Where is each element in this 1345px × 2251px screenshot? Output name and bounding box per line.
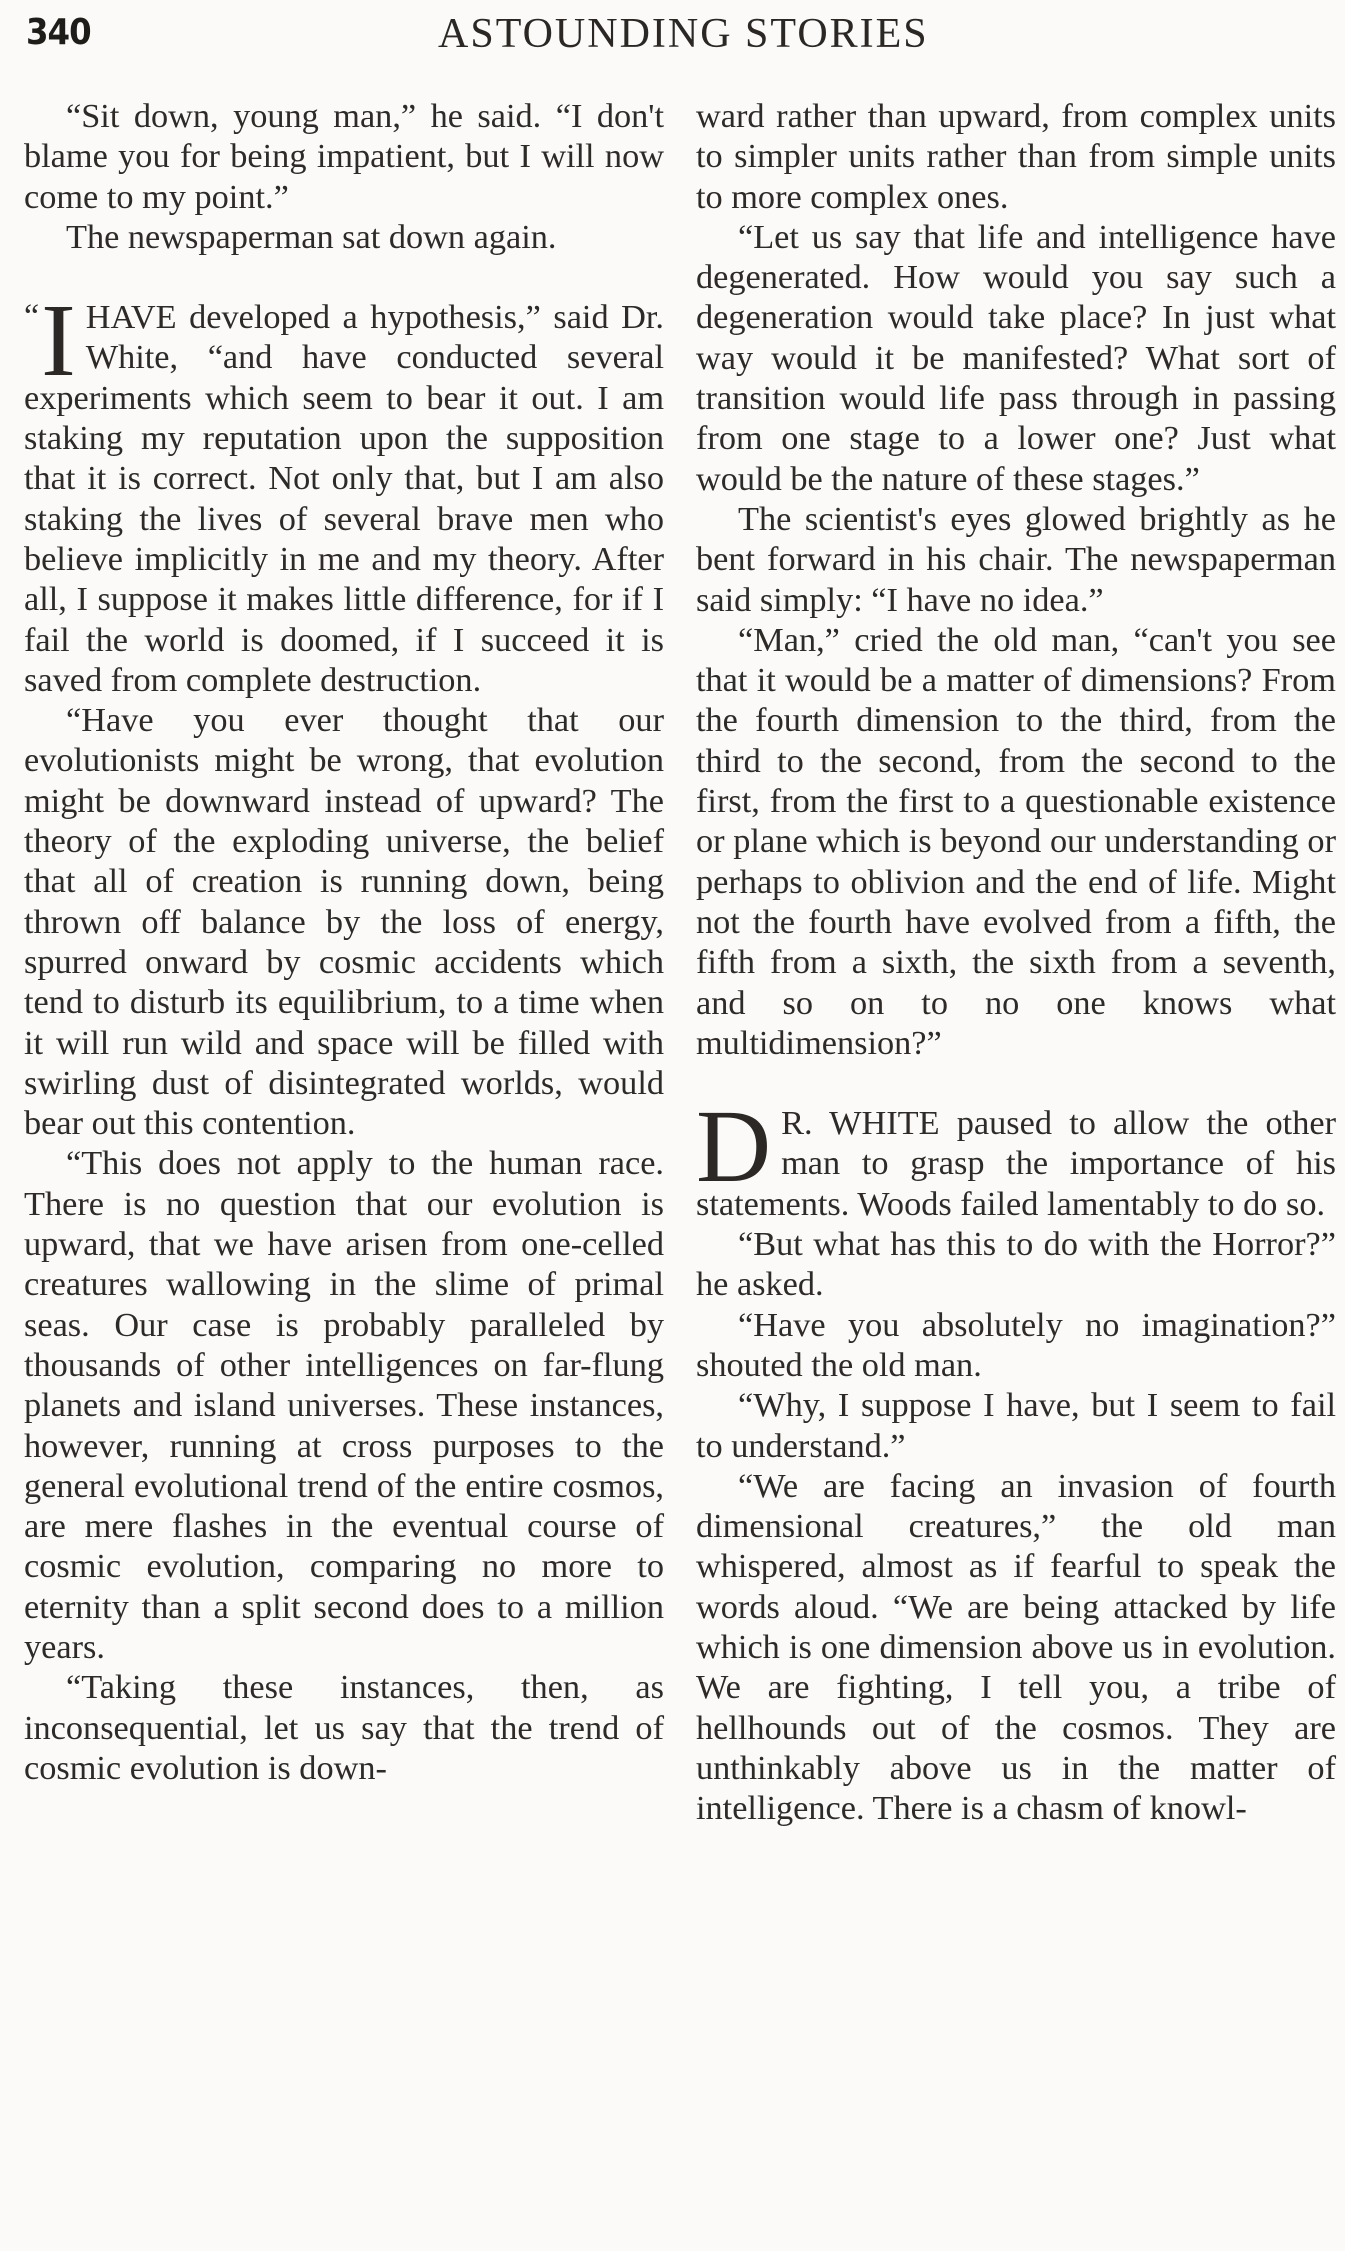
paragraph: “Sit down, young man,” he said. “I don't blame you for being impatient, but I will now come to my point.” <box>24 97 664 216</box>
paragraph: “Man,” cried the old man, “can't you see that it would be a matter of dimensions? From the fourth dimension to the third, from the third to the second, from the second to the first, from the first to a questionable existence or plane which is beyond our understanding or perhaps to oblivion and the end of life. Might not the fourth have evolved from a fifth, the fifth from a sixth, the sixth from a seventh, and so on to no one knows what multidimension?” <box>696 620 1336 1062</box>
paragraph: The scientist's eyes glowed brightly as he bent forward in his chair. The newspaperman said simply: “I have no idea.” <box>696 499 1336 619</box>
paragraph: “Why, I suppose I have, but I seem to fail to understand.” <box>696 1386 1336 1465</box>
opening-quote-mark: “ <box>24 298 40 336</box>
section-text: paused to allow the other man to grasp the importance of his statements. Woods failed lamentably to do so. <box>696 1104 1336 1223</box>
section-lead-in: R. WHITE <box>781 1104 940 1143</box>
paragraph: The newspaperman sat down again. <box>66 217 557 256</box>
paragraph: “Let us say that life and intelligence have degenerated. How would you say such a degeneration would take place? In just what way would it be manifested? What sort of transition would life pass through in passing from one stage to a lower one? Just what would be the nature of these stages.” <box>696 217 1336 498</box>
paragraph: “This does not apply to the human race. There is no question that our evolution is upward, that we have arisen from one-celled creatures wallowing in the slime of primal seas. Our case is probably paralleled by thousands of other intelligences on far-flung planets and island universes. These instances, however, running at cross purposes to the general evolutional trend of the entire cosmos, are mere flashes in the eventual course of cosmic evolution, comparing no more to eternity than a split second does to a million years. <box>24 1144 664 1666</box>
drop-cap: I <box>41 283 76 399</box>
paragraph: “Have you absolutely no imagination?” shouted the old man. <box>696 1305 1336 1384</box>
page-header <box>0 8 1345 68</box>
left-column <box>24 96 664 1788</box>
section-opening-paragraph <box>696 1089 1336 1224</box>
running-title: ASTOUNDING STORIES <box>438 11 929 57</box>
drop-cap: D <box>696 1089 772 1205</box>
section-text: said Dr. White, “and have conducted several experiments which seem to bear it out. I am staking my reputation upon the supposition that it is correct. Not only that, but I am also staking the lives of several brave men who believe implicitly in me and my theory. After all, I suppose it makes little difference, for if I fail the world is doomed, if I succeed it is saved from complete destruction. <box>24 298 664 699</box>
right-column <box>696 96 1336 1828</box>
page-number: 340 <box>26 12 91 53</box>
paragraph: “But what has this to do with the Horror?” he asked. <box>696 1225 1336 1304</box>
section-opening-paragraph <box>24 283 664 700</box>
paragraph: “We are facing an invasion of fourth dimensional creatures,” the old man whispered, almost as if fearful to speak the words aloud. “We are being attacked by life which is one dimension above us in evolution. We are fighting, I tell you, a tribe of hellhounds out of the cosmos. They are unthinkably above us in the matter of intelligence. There is a chasm of knowl- <box>696 1466 1336 1828</box>
section-lead-in: HAVE developed a hypothesis,” <box>85 298 541 337</box>
paragraph: “Have you ever thought that our evolutionists might be wrong, that evolution might be downward instead of upward? The theory of the exploding universe, the belief that all of creation is running down, being thrown off balance by the loss of energy, spurred onward by cosmic accidents which tend to disturb its equilibrium, to a time when it will run wild and space will be filled with swirling dust of disintegrated worlds, would bear out this contention. <box>24 701 664 1143</box>
section-break <box>696 1063 1336 1103</box>
paragraph: ward rather than upward, from complex units to simpler units rather than from simple units to more complex ones. <box>696 97 1336 216</box>
paragraph: “Taking these instances, then, as inconsequential, let us say that the trend of cosmic evolution is down- <box>24 1668 664 1787</box>
section-break <box>24 257 664 297</box>
